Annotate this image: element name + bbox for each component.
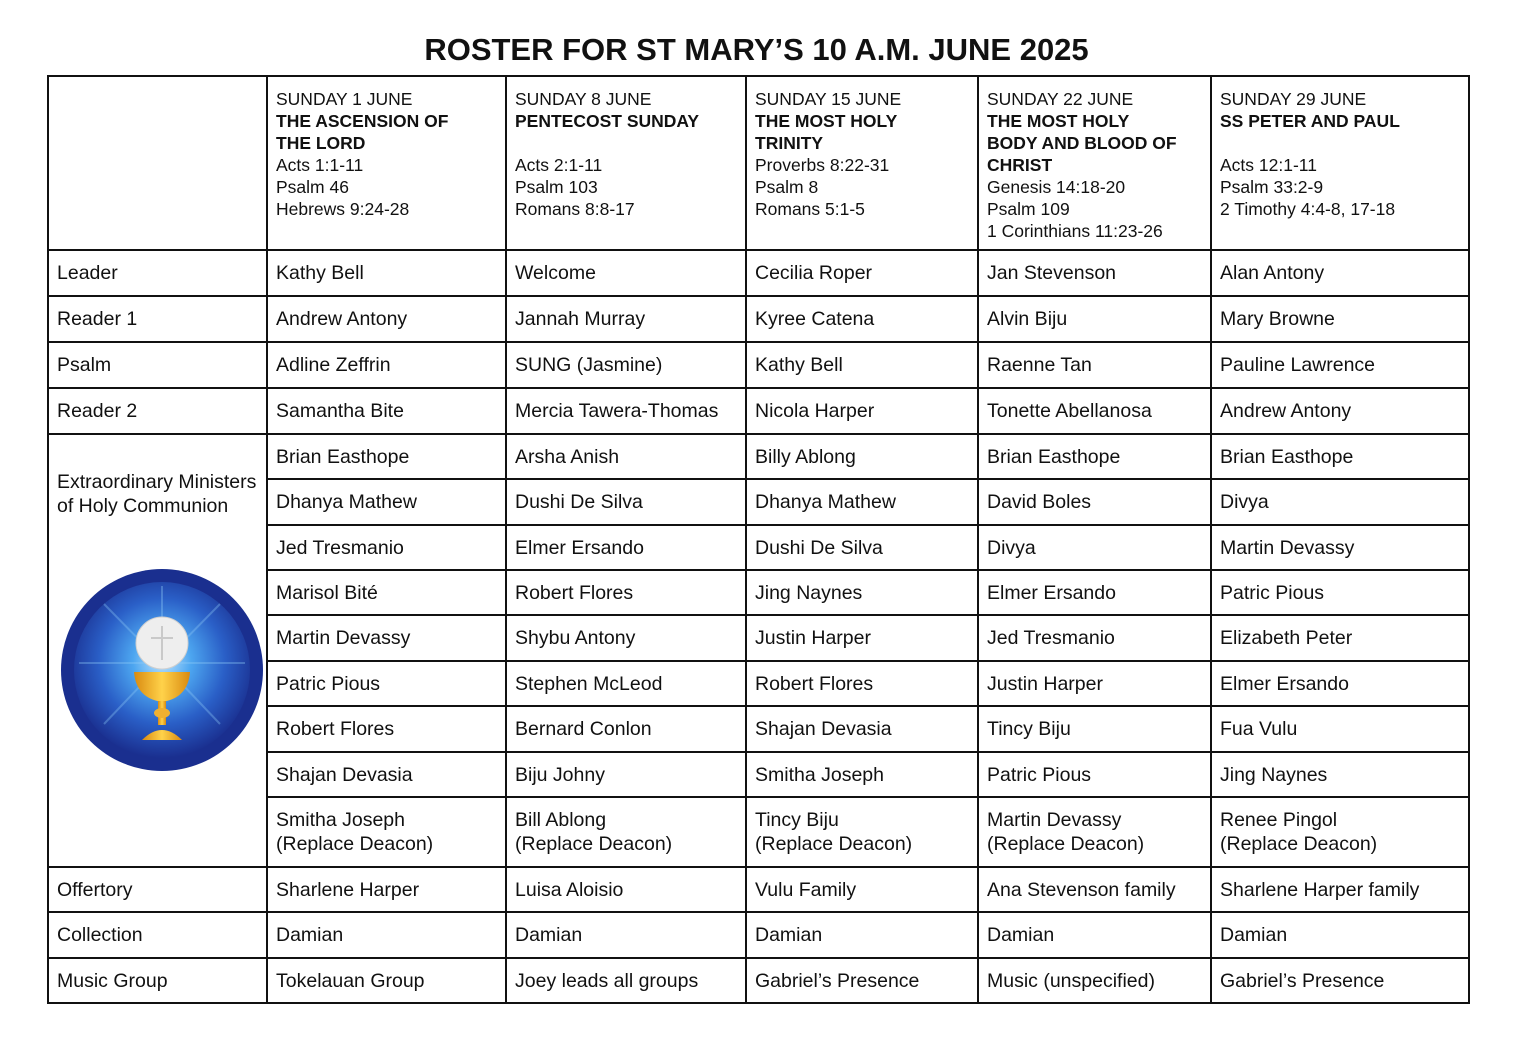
roster-cell: Mary Browne bbox=[1211, 296, 1469, 342]
roster-cell: Sharlene Harper bbox=[267, 867, 506, 912]
reading: Hebrews 9:24-28 bbox=[276, 199, 410, 219]
column-date: SUNDAY 22 JUNE bbox=[987, 89, 1134, 109]
roster-cell: Patric Pious bbox=[978, 752, 1211, 797]
roster-cell: Elizabeth Peter bbox=[1211, 615, 1469, 661]
roster-cell: Damian bbox=[267, 912, 506, 958]
reading: Genesis 14:18-20 bbox=[987, 177, 1126, 197]
roster-cell: Jed Tresmanio bbox=[267, 525, 506, 570]
column-header-sun8 bbox=[506, 76, 746, 250]
feast-name: CHRIST bbox=[987, 155, 1053, 175]
roster-cell: Dushi De Silva bbox=[506, 479, 746, 525]
roster-cell: Jed Tresmanio bbox=[978, 615, 1211, 661]
reader2-row bbox=[48, 388, 1469, 434]
row-label-collection: Collection bbox=[48, 912, 267, 958]
roster-cell: Tokelauan Group bbox=[267, 958, 506, 1003]
feast-name: SS PETER AND PAUL bbox=[1220, 111, 1400, 131]
emhc-row bbox=[48, 434, 1469, 479]
roster-cell: Elmer Ersando bbox=[978, 570, 1211, 615]
feast-name: PENTECOST SUNDAY bbox=[515, 111, 700, 131]
feast-name: THE LORD bbox=[276, 133, 366, 153]
roster-cell: Marisol Bité bbox=[267, 570, 506, 615]
roster-cell bbox=[978, 797, 1211, 867]
collection-row bbox=[48, 912, 1469, 958]
roster-cell: Shajan Devasia bbox=[267, 752, 506, 797]
eucharist-chalice-host-icon bbox=[60, 568, 264, 772]
roster-cell: Jing Naynes bbox=[1211, 752, 1469, 797]
roster-cell: Billy Ablong bbox=[746, 434, 978, 479]
deacon-name: Tincy Biju bbox=[755, 809, 839, 831]
deacon-name: Renee Pingol bbox=[1220, 809, 1338, 831]
music-row bbox=[48, 958, 1469, 1003]
roster-cell: Welcome bbox=[506, 250, 746, 296]
reader1-row bbox=[48, 296, 1469, 342]
row-label-offertory: Offertory bbox=[48, 867, 267, 912]
roster-cell: Kathy Bell bbox=[746, 342, 978, 388]
roster-cell: Alan Antony bbox=[1211, 250, 1469, 296]
row-label-reader2: Reader 2 bbox=[48, 388, 267, 434]
roster-cell: Gabriel’s Presence bbox=[746, 958, 978, 1003]
roster-cell: Damian bbox=[746, 912, 978, 958]
column-header-sun29 bbox=[1211, 76, 1469, 250]
column-date: SUNDAY 8 JUNE bbox=[515, 89, 652, 109]
page-title: ROSTER FOR ST MARY’S 10 A.M. JUNE 2025 bbox=[424, 32, 1089, 67]
corner-cell bbox=[48, 76, 267, 250]
roster-cell: David Boles bbox=[978, 479, 1211, 525]
roster-cell: Andrew Antony bbox=[1211, 388, 1469, 434]
roster-cell: Adline Zeffrin bbox=[267, 342, 506, 388]
roster-cell: Patric Pious bbox=[267, 661, 506, 706]
roster-cell: Vulu Family bbox=[746, 867, 978, 912]
feast-name: THE MOST HOLY bbox=[755, 111, 898, 131]
roster-cell bbox=[1211, 797, 1469, 867]
row-label-reader1: Reader 1 bbox=[48, 296, 267, 342]
column-header-sun15 bbox=[746, 76, 978, 250]
roster-cell: Patric Pious bbox=[1211, 570, 1469, 615]
roster-cell: Cecilia Roper bbox=[746, 250, 978, 296]
roster-cell: Brian Easthope bbox=[267, 434, 506, 479]
feast-name bbox=[1220, 132, 1460, 154]
deacon-note: (Replace Deacon) bbox=[515, 833, 673, 855]
reading: Acts 2:1-11 bbox=[515, 155, 603, 175]
roster-cell: Tincy Biju bbox=[978, 706, 1211, 752]
roster-cell: Kathy Bell bbox=[267, 250, 506, 296]
roster-cell: Smitha Joseph bbox=[746, 752, 978, 797]
roster-cell: Damian bbox=[1211, 912, 1469, 958]
reading: Acts 1:1-11 bbox=[276, 155, 364, 175]
roster-cell: Samantha Bite bbox=[267, 388, 506, 434]
roster-cell: Robert Flores bbox=[506, 570, 746, 615]
roster-cell: Jing Naynes bbox=[746, 570, 978, 615]
reading: Psalm 103 bbox=[515, 177, 598, 197]
feast-name: THE ASCENSION OF bbox=[276, 111, 449, 131]
feast-name: THE MOST HOLY bbox=[987, 111, 1130, 131]
roster-cell: Arsha Anish bbox=[506, 434, 746, 479]
roster-cell: Dushi De Silva bbox=[746, 525, 978, 570]
deacon-note: (Replace Deacon) bbox=[276, 833, 434, 855]
roster-cell: Brian Easthope bbox=[1211, 434, 1469, 479]
roster-cell: Martin Devassy bbox=[1211, 525, 1469, 570]
emhc-label-text: Extraordinary Ministers of Holy Communion bbox=[57, 471, 257, 517]
offertory-row bbox=[48, 867, 1469, 912]
roster-cell: Ana Stevenson family bbox=[978, 867, 1211, 912]
reading: Romans 5:1-5 bbox=[755, 199, 865, 219]
roster-cell: Dhanya Mathew bbox=[746, 479, 978, 525]
reading: Psalm 46 bbox=[276, 177, 349, 197]
roster-cell: Music (unspecified) bbox=[978, 958, 1211, 1003]
roster-cell: Biju Johny bbox=[506, 752, 746, 797]
roster-cell: Kyree Catena bbox=[746, 296, 978, 342]
column-date: SUNDAY 15 JUNE bbox=[755, 89, 902, 109]
header-row bbox=[48, 76, 1469, 250]
feast-name: TRINITY bbox=[755, 133, 824, 153]
deacon-note: (Replace Deacon) bbox=[755, 833, 913, 855]
roster-cell: Tonette Abellanosa bbox=[978, 388, 1211, 434]
deacon-name: Smitha Joseph bbox=[276, 809, 405, 831]
roster-cell: Elmer Ersando bbox=[506, 525, 746, 570]
roster-cell: Pauline Lawrence bbox=[1211, 342, 1469, 388]
roster-cell: Justin Harper bbox=[978, 661, 1211, 706]
roster-cell: Damian bbox=[978, 912, 1211, 958]
roster-cell: Mercia Tawera-Thomas bbox=[506, 388, 746, 434]
feast-name bbox=[515, 132, 737, 154]
feast-name: BODY AND BLOOD OF bbox=[987, 133, 1177, 153]
roster-cell: Joey leads all groups bbox=[506, 958, 746, 1003]
roster-cell bbox=[267, 797, 506, 867]
column-date: SUNDAY 29 JUNE bbox=[1220, 89, 1367, 109]
deacon-name: Martin Devassy bbox=[987, 809, 1122, 831]
roster-cell: Brian Easthope bbox=[978, 434, 1211, 479]
roster-cell: Gabriel’s Presence bbox=[1211, 958, 1469, 1003]
roster-cell: Justin Harper bbox=[746, 615, 978, 661]
roster-cell: Stephen McLeod bbox=[506, 661, 746, 706]
reading: Psalm 33:2-9 bbox=[1220, 177, 1324, 197]
column-header-sun1 bbox=[267, 76, 506, 250]
roster-cell: Damian bbox=[506, 912, 746, 958]
reading: Acts 12:1-11 bbox=[1220, 155, 1317, 175]
roster-cell: Martin Devassy bbox=[267, 615, 506, 661]
row-label-leader: Leader bbox=[48, 250, 267, 296]
psalm-row bbox=[48, 342, 1469, 388]
roster-cell bbox=[506, 797, 746, 867]
leader-row bbox=[48, 250, 1469, 296]
deacon-note: (Replace Deacon) bbox=[1220, 833, 1378, 855]
roster-cell: Bernard Conlon bbox=[506, 706, 746, 752]
roster-cell: Fua Vulu bbox=[1211, 706, 1469, 752]
column-header-sun22 bbox=[978, 76, 1211, 250]
roster-cell: Andrew Antony bbox=[267, 296, 506, 342]
roster-cell: Jan Stevenson bbox=[978, 250, 1211, 296]
roster-cell: Shybu Antony bbox=[506, 615, 746, 661]
roster-cell bbox=[746, 797, 978, 867]
deacon-note: (Replace Deacon) bbox=[987, 833, 1145, 855]
roster-cell: Divya bbox=[978, 525, 1211, 570]
roster-cell: Luisa Aloisio bbox=[506, 867, 746, 912]
deacon-name: Bill Ablong bbox=[515, 809, 607, 831]
reading: Psalm 8 bbox=[755, 177, 819, 197]
roster-cell: Dhanya Mathew bbox=[267, 479, 506, 525]
reading: 2 Timothy 4:4-8, 17-18 bbox=[1220, 199, 1396, 219]
reading: Proverbs 8:22-31 bbox=[755, 155, 890, 175]
row-label-psalm: Psalm bbox=[48, 342, 267, 388]
reading: Psalm 109 bbox=[987, 199, 1070, 219]
roster-cell: Sharlene Harper family bbox=[1211, 867, 1469, 912]
roster-cell: Robert Flores bbox=[267, 706, 506, 752]
column-date: SUNDAY 1 JUNE bbox=[276, 89, 413, 109]
roster-cell: Alvin Biju bbox=[978, 296, 1211, 342]
roster-cell: Divya bbox=[1211, 479, 1469, 525]
roster-cell: SUNG (Jasmine) bbox=[506, 342, 746, 388]
roster-cell: Robert Flores bbox=[746, 661, 978, 706]
reading: 1 Corinthians 11:23-26 bbox=[987, 221, 1163, 241]
roster-cell: Elmer Ersando bbox=[1211, 661, 1469, 706]
roster-cell: Raenne Tan bbox=[978, 342, 1211, 388]
row-label-emhc bbox=[48, 434, 267, 867]
row-label-music: Music Group bbox=[48, 958, 267, 1003]
roster-cell: Jannah Murray bbox=[506, 296, 746, 342]
roster-cell: Shajan Devasia bbox=[746, 706, 978, 752]
roster-table bbox=[47, 75, 1470, 1004]
roster-cell: Nicola Harper bbox=[746, 388, 978, 434]
reading: Romans 8:8-17 bbox=[515, 199, 635, 219]
